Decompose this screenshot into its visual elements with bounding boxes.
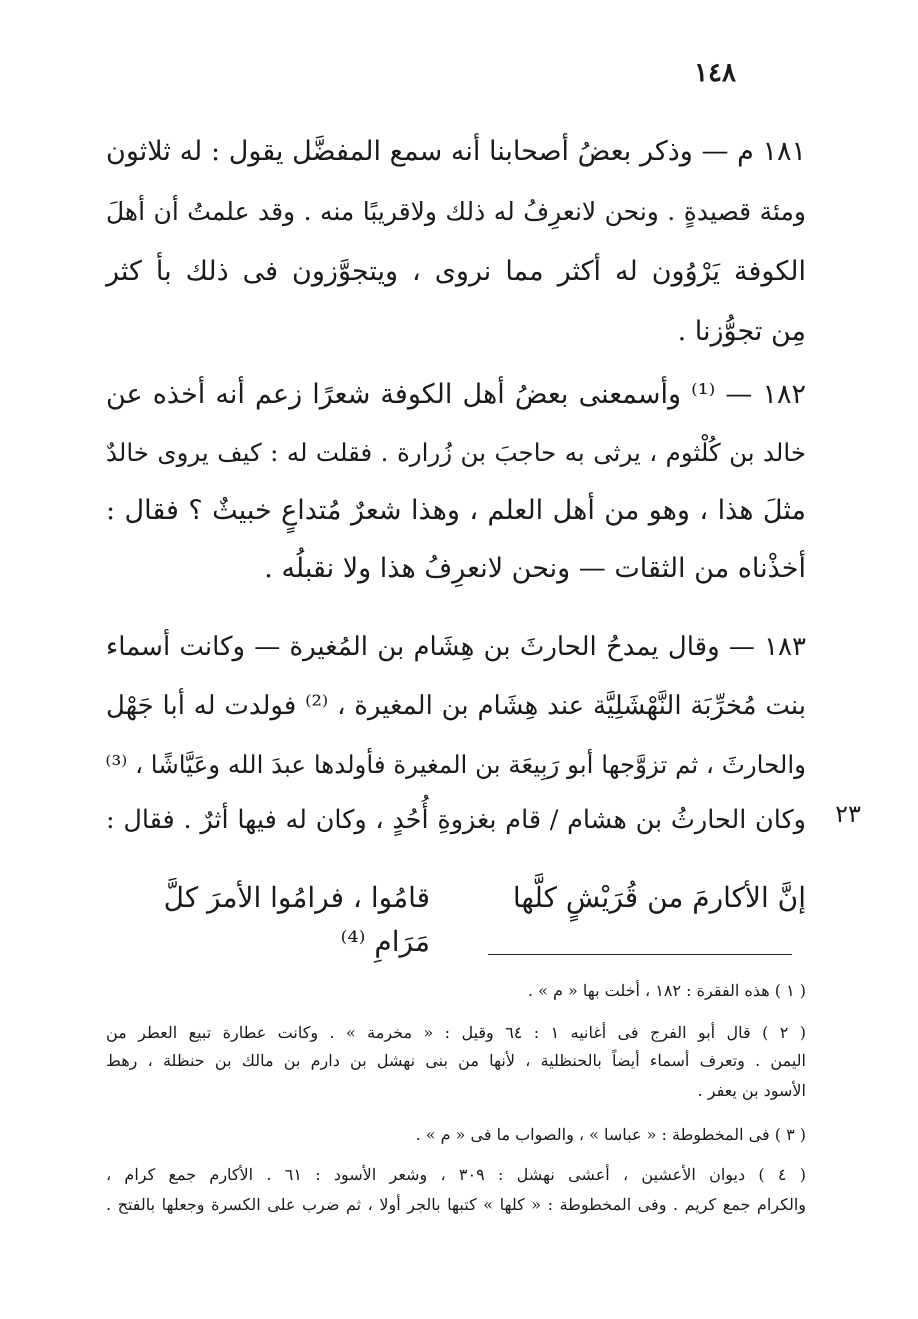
body-line: ١٨١ م — وذكر بعضُ أصحابنا أنه سمع المفضَّل يقول : له ثلاثون	[106, 136, 806, 167]
verse-hemistich-first: إنَّ الأكارمَ من قُرَيْشٍ كلَّها	[512, 881, 806, 914]
footnote-line: الأسود بن يعفر .	[697, 1081, 806, 1100]
footnote-line: والكرام جمع كريم . وفى المخطوطة : « كلها » كتبها بالجر أولا ، ثم ضرب على الكسرة وجعلها بالفتح .	[106, 1195, 806, 1214]
body-line: وكان الحارثُ بن هشام / قام بغزوةِ أُحُدٍ ، وكان له فيها أثرٌ . فقال :	[106, 805, 806, 835]
footnote-line: اليمن . وتعرف أسماء أيضاً بالحنظلية ، لأنها من بنى نهشل بن دارم بن مالك بن حنظلة ، رهط	[106, 1051, 806, 1070]
body-line: خالد بن كُلْثوم ، يرثى به حاجبَ بن زُرارة . فقلت له : كيف يروى خالدٌ	[106, 438, 806, 467]
body-line: ١٨٢ — ⁽¹⁾ وأسمعنى بعضُ أهل الكوفة شعرًا زعم أنه أخذه عن	[106, 379, 806, 410]
footnote-line: ( ٣ ) فى المخطوطة : « عباسا » ، والصواب ما فى « م » .	[415, 1125, 806, 1144]
body-line: أخذْناه من الثقات — ونحن لانعرِفُ هذا ولا نقبلُه .	[264, 553, 806, 584]
body-line: مثلَ هذا ، وهو من أهل العلم ، وهذا شعرٌ مُتداعٍ خبيثٌ ؟ فقال :	[106, 495, 806, 526]
verse-hemistich-second: قامُوا ، فرامُوا الأمرَ كلَّ مَرَامِ ⁽⁴⁾	[163, 881, 430, 958]
body-line: الكوفة يَرْوُون له أكثر مما نروى ، ويتجوَّزون فى ذلك بأ كثر	[106, 256, 806, 287]
footnote-line: ( ٤ ) ديوان الأعشين ، أعشى نهشل : ٣٠٩ ، وشعر الأسود : ٦١ . الأكارم جمع كرام ،	[106, 1165, 806, 1184]
body-line: والحارثَ ، ثم تزوَّجها أبو رَبِيعَة بن المغيرة فأولدها عبدَ الله وعَيَّاشًا ، ⁽³⁾	[105, 750, 806, 779]
footnote-line: ( ٢ ) قال أبو الفرج فى أغانيه ١ : ٦٤ وقيل : « مخرمة » . وكانت عطارة تبيع العطر من	[106, 1023, 806, 1042]
poem-verse	[106, 876, 806, 958]
body-line: بنت مُخرِّبَة النَّهْشَلِيَّة عند هِشَام بن المغيرة ، ⁽²⁾ فولدت له أبا جَهْل	[106, 691, 806, 721]
footnote-separator	[488, 954, 792, 955]
margin-reference-number: ٢٣	[835, 800, 861, 828]
body-line: ١٨٣ — وقال يمدحُ الحارثَ بن هِشَام بن المُغيرة — وكانت أسماء	[106, 632, 806, 662]
body-line: ومئة قصيدةٍ . ونحن لانعرِفُ له ذلك ولاقريبًا منه . وقد علمتُ أن أهلَ	[106, 197, 806, 226]
body-line: مِن تجوُّزنا .	[677, 316, 806, 347]
page-number: ١٤٨	[694, 58, 736, 88]
footnote-line: ( ١ ) هذه الفقرة : ١٨٢ ، أخلت بها « م » .	[527, 981, 806, 1000]
